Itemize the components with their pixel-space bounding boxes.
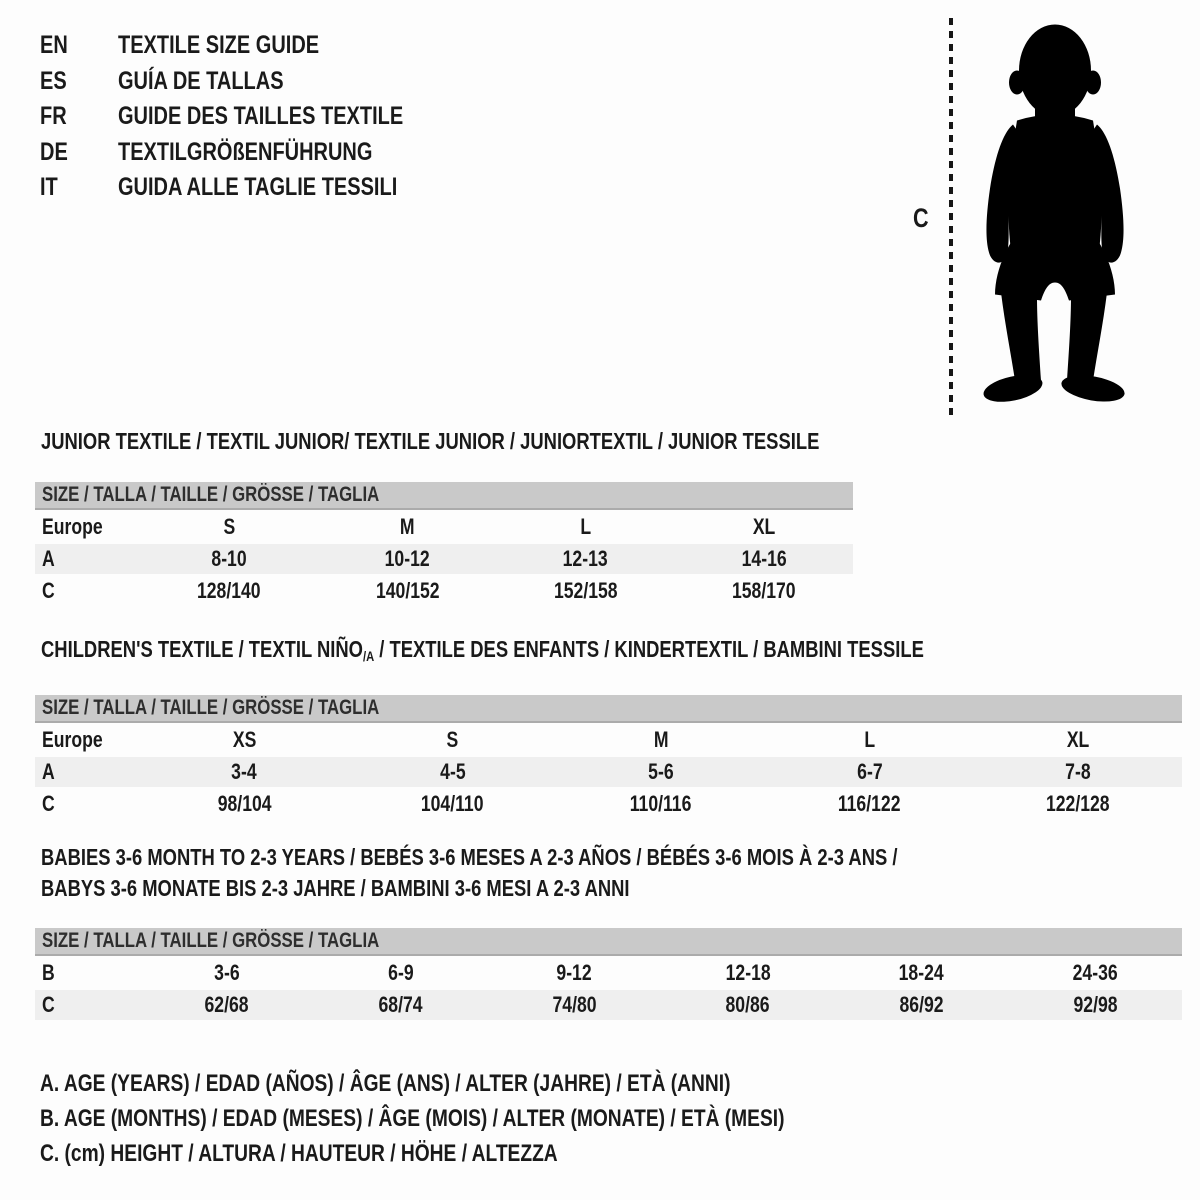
- height-cell: 68/74: [378, 992, 423, 1017]
- table-row: [35, 958, 1182, 988]
- lang-code: IT: [40, 173, 58, 202]
- lang-code: DE: [40, 137, 68, 166]
- lang-title: TEXTILE SIZE GUIDE: [118, 31, 320, 60]
- size-cell: XL: [752, 514, 776, 539]
- row-label: Europe: [42, 514, 103, 539]
- size-cell: L: [864, 727, 875, 752]
- language-title-list: [40, 28, 475, 206]
- age-cell: 6-7: [856, 759, 883, 784]
- babies-size-header-bar: SIZE / TALLA / TAILLE / GRÖSSE / TAGLIA: [35, 928, 1182, 956]
- children-section-title: CHILDREN'S TEXTILE / TEXTIL $NIÑO_{/A}$ / TEXTILE DES ENFANTS / KINDERTEXTIL / BAMBINI TESSILE: [41, 636, 924, 664]
- age-cell: 12-18: [725, 960, 771, 985]
- size-cell: M: [400, 514, 415, 539]
- height-figure: [905, 0, 1165, 430]
- height-cell: 74/80: [552, 992, 597, 1017]
- row-label: C: [42, 578, 55, 603]
- junior-section-title: JUNIOR TEXTILE / TEXTIL JUNIOR/ TEXTILE JUNIOR / JUNIORTEXTIL / JUNIOR TESSILE: [41, 428, 820, 454]
- children-size-header-bar: SIZE / TALLA / TAILLE / GRÖSSE / TAGLIA: [35, 695, 1182, 723]
- legend-line-b: B. AGE (MONTHS) / EDAD (MESES) / ÂGE (MOIS) / ALTER (MONATE) / ETÀ (MESI): [40, 1105, 785, 1132]
- toddler-silhouette-icon: [967, 18, 1142, 416]
- height-cell: 158/170: [732, 578, 796, 603]
- height-measure-line: [949, 18, 953, 416]
- table-row: [35, 725, 1182, 755]
- age-cell: 12-13: [563, 546, 609, 571]
- table-row: [35, 757, 1182, 787]
- babies-textile-section: [35, 842, 1182, 1020]
- row-label: A: [42, 546, 55, 571]
- height-cell: 86/92: [899, 992, 944, 1017]
- row-label: Europe: [42, 727, 103, 752]
- size-cell: S: [446, 727, 459, 752]
- age-cell: 7-8: [1065, 759, 1091, 784]
- legend-line-a: A. AGE (YEARS) / EDAD (AÑOS) / ÂGE (ANS) / ALTER (JAHRE) / ETÀ (ANNI): [40, 1070, 731, 1097]
- age-cell: 6-9: [387, 960, 414, 985]
- size-cell: M: [653, 727, 669, 752]
- lang-row-fr: [40, 99, 475, 135]
- table-row: [35, 789, 1182, 819]
- height-cell: 98/104: [217, 791, 272, 816]
- height-cell: 128/140: [197, 578, 261, 603]
- age-cell: 9-12: [556, 960, 592, 985]
- lang-title: GUIDE DES TAILLES TEXTILE: [118, 102, 404, 131]
- height-cell: 104/110: [421, 791, 484, 816]
- height-cell: 110/116: [630, 791, 692, 816]
- size-cell: S: [223, 514, 235, 539]
- age-cell: 3-6: [214, 960, 240, 985]
- row-label: B: [42, 960, 55, 985]
- lang-code: EN: [40, 31, 68, 60]
- lang-row-de: [40, 135, 475, 171]
- age-cell: 8-10: [211, 546, 247, 571]
- lang-row-it: [40, 170, 475, 206]
- height-measure-label: C: [913, 203, 929, 233]
- height-cell: 62/68: [204, 992, 249, 1017]
- height-cell: 92/98: [1073, 992, 1118, 1017]
- lang-row-en: [40, 28, 475, 64]
- row-label: C: [42, 992, 55, 1017]
- table-row: [35, 512, 853, 542]
- babies-section-title-line1: BABIES 3-6 MONTH TO 2-3 YEARS / BEBÉS 3-6 MESES A 2-3 AÑOS / BÉBÉS 3-6 MOIS À 2-3 ANS /: [41, 844, 898, 870]
- height-cell: 116/122: [838, 791, 901, 816]
- row-label: A: [42, 759, 55, 784]
- lang-title: GUIDA ALLE TAGLIE TESSILI: [118, 173, 398, 202]
- junior-size-header-bar: SIZE / TALLA / TAILLE / GRÖSSE / TAGLIA: [35, 482, 853, 510]
- lang-title: TEXTILGRÖßENFÜHRUNG: [118, 137, 373, 166]
- height-cell: 80/86: [725, 992, 770, 1017]
- height-cell: 140/152: [375, 578, 440, 603]
- age-cell: 18-24: [899, 960, 945, 985]
- children-textile-section: [35, 636, 1182, 819]
- legend-line-c: C. (cm) HEIGHT / ALTURA / HAUTEUR / HÖHE / ALTEZZA: [40, 1140, 558, 1167]
- age-cell: 14-16: [741, 546, 787, 571]
- legend: [40, 1066, 971, 1171]
- row-label: C: [42, 791, 55, 816]
- babies-section-title-line2: BABYS 3-6 MONATE BIS 2-3 JAHRE / BAMBINI 3-6 MESI A 2-3 ANNI: [41, 875, 630, 901]
- age-cell: 3-4: [231, 759, 257, 784]
- lang-title: GUÍA DE TALLAS: [118, 66, 284, 95]
- size-cell: L: [580, 514, 591, 539]
- height-cell: 122/128: [1046, 791, 1110, 816]
- nino-a-subscript: /A: [362, 648, 375, 664]
- age-cell: 4-5: [439, 759, 466, 784]
- size-cell: XL: [1066, 727, 1090, 752]
- age-cell: 24-36: [1072, 960, 1118, 985]
- lang-code: ES: [40, 66, 67, 95]
- size-cell: XS: [232, 727, 256, 752]
- lang-code: FR: [40, 102, 67, 131]
- age-cell: 5-6: [648, 759, 674, 784]
- table-row: [35, 544, 853, 574]
- lang-row-es: [40, 64, 475, 100]
- height-cell: 152/158: [553, 578, 618, 603]
- table-row: [35, 576, 853, 606]
- age-cell: 10-12: [384, 546, 430, 571]
- table-row: [35, 990, 1182, 1020]
- junior-textile-section: [35, 428, 853, 606]
